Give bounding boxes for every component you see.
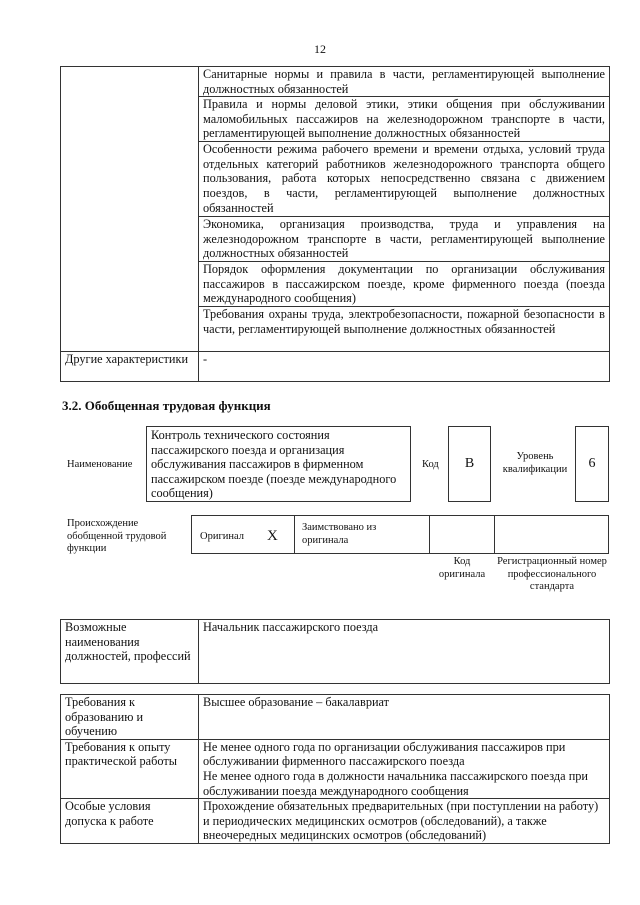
admission-label: Особые условия допуска к работе [61,799,199,844]
experience-value [199,739,610,798]
knowledge-item: Правила и нормы деловой этики, этики общения при обслуживании маломобильных пассажиров на железнодорожном транспорте в части, регламентирующей выполнение должностных обязанностей [199,97,610,142]
reg-number-box [494,515,609,554]
origin-code-label: Код оригинала [438,556,486,580]
origin-code-box [429,515,495,554]
experience-line: Не менее одного года по организации обслуживания пассажиров при обслуживании фирменного пассажирского поезда [203,739,566,769]
name-label: Наименование [67,459,133,470]
experience-line: Не менее одного года в должности начальника пассажирского поезда при обслуживании поезда международного сообщения [203,768,589,798]
experience-label: Требования к опыту практической работы [61,739,199,798]
origin-label: Происхождение обобщенной трудовой функции [67,518,167,554]
knowledge-item: Требования охраны труда, электробезопасности, пожарной безопасности в части, регламентирующей выполнение должностных обязанностей [199,307,610,352]
section-title: 3.2. Обобщенная трудовая функция [62,398,271,413]
knowledge-item: Особенности режима рабочего времени и времени отдыха, условий труда отдельных категорий работников железнодорожного транспорта общего пользования, работа которых непосредственно связана с движением поездов, в части, регламентирующей выполнение должностных обязанностей [199,142,610,217]
code-value-box: B [448,426,491,502]
education-label: Требования к образованию и обучению [61,695,199,740]
code-label: Код [422,459,439,470]
empty-label-cell [61,67,199,352]
other-characteristics-value: - [199,352,610,382]
borrowed-label: Заимствовано из оригинала [302,522,377,546]
positions-label: Возможные наименования должностей, профессий [61,620,199,684]
reg-number-label: Регистрационный номер профессионального стандарта [497,556,607,592]
table-row [61,695,610,740]
knowledge-table [60,66,610,382]
level-value-box: 6 [575,426,609,502]
function-name-box: Контроль технического состояния пассажирского поезда и организация обслуживания пассажиров в фирменном пассажирском поезде (поезде международного сообщения) [146,426,411,502]
requirements-table [60,694,610,844]
table-row [61,352,610,382]
other-characteristics-label: Другие характеристики [61,352,199,382]
borrowed-box [294,515,430,554]
level-label: Уровень квалификации [502,451,568,475]
table-row [61,67,610,97]
positions-table [60,619,610,684]
table-row [61,739,610,798]
original-label: Оригинал [200,531,244,542]
table-row [61,799,610,844]
original-box [191,515,295,554]
knowledge-item: Санитарные нормы и правила в части, регламентирующей выполнение должностных обязанностей [199,67,610,97]
original-mark: X [267,528,278,544]
admission-value: Прохождение обязательных предварительных (при поступлении на работу) и периодических медицинских осмотров (обследований), а также внеочередных медицинских осмотров (обследований) [199,799,610,844]
education-value: Высшее образование – бакалавриат [199,695,610,740]
table-row [61,620,610,684]
knowledge-item: Экономика, организация производства, труда и управления на железнодорожном транспорте в части, регламентирующей выполнение должностных обязанностей [199,217,610,262]
page-number: 12 [314,42,326,56]
knowledge-item: Порядок оформления документации по организации обслуживания пассажиров в пассажирском поезде, кроме фирменного поезда (поезда международного сообщения) [199,262,610,307]
positions-value: Начальник пассажирского поезда [199,620,610,684]
